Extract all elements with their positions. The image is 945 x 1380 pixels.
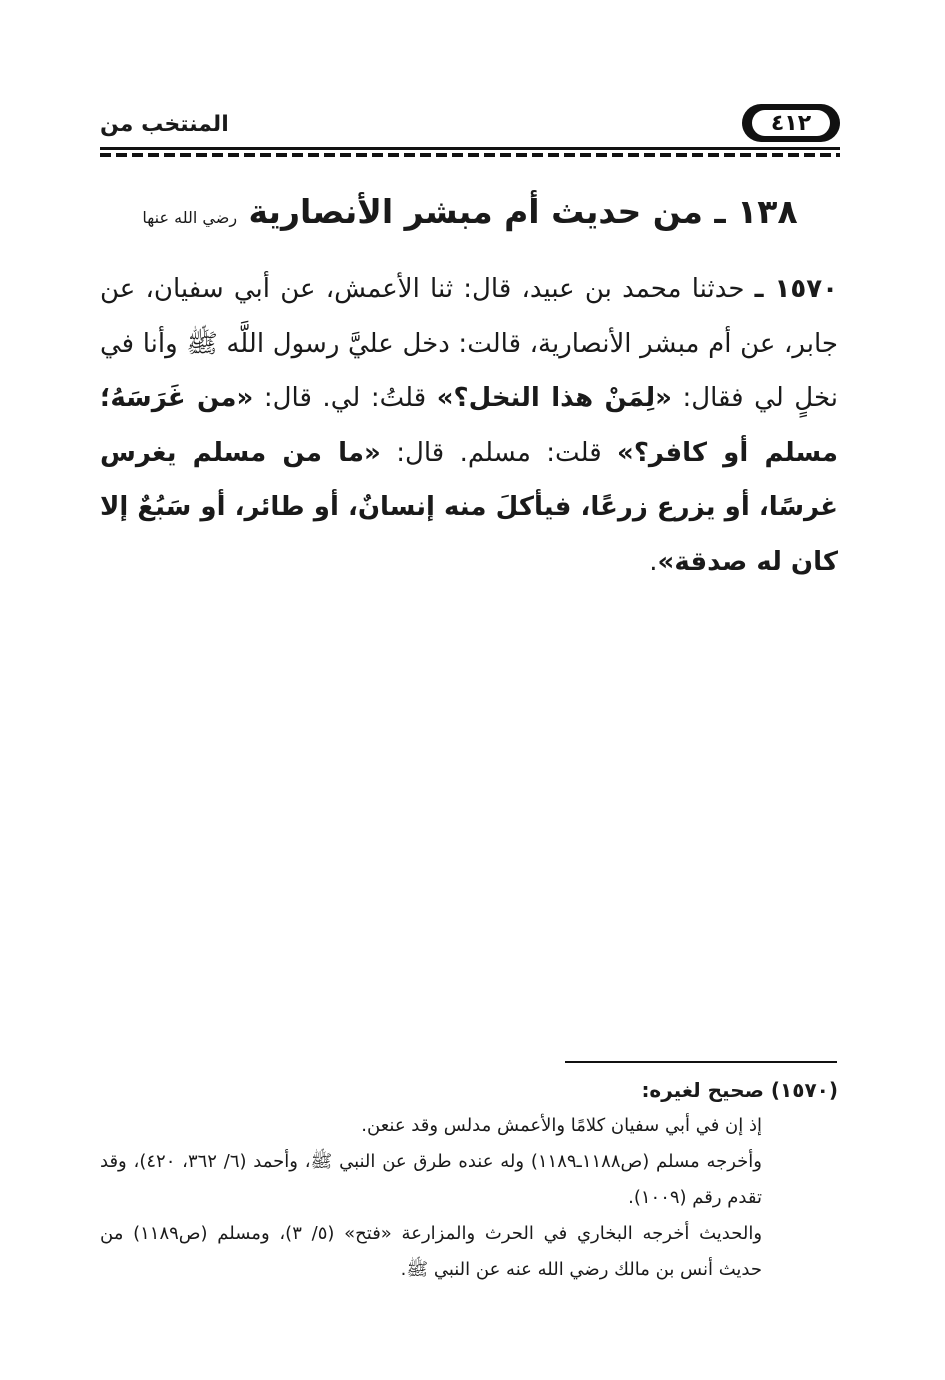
footnote-line: وأخرجه مسلم (ص١١٨٨ـ١١٨٩) وله عنده طرق عن النبي ﷺ، وأحمد (٦/ ٣٦٢، ٤٢٠)، وقد تقدم رقم (١٠٠٩).	[100, 1151, 762, 1208]
hadith-text-2: قلت: مسلم. قال:	[396, 437, 602, 468]
hadith-isnad: حدثنا محمد بن عبيد، قال: ثنا الأعمش، عن أبي سفيان، عن جابر، عن أم مبشر الأنصارية، قالت: دخل عليَّ رسول اللَّه ﷺ وأنا في نخلٍ لي فقال:	[100, 274, 839, 413]
running-title: المنتخب من	[100, 112, 229, 137]
page-number: ٤١٢	[752, 110, 830, 136]
hadith-quote-3: «ما من مسلم يغرس غرسًا، أو يزرع زرعًا، فيأكلَ منه إنسانٌ، أو طائر، أو سَبُعٌ إلا كان له صدقة»	[100, 437, 838, 577]
page-header	[100, 100, 840, 160]
hadith-quote-1: «لِمَنْ هذا النخل؟»	[436, 383, 672, 413]
hadith-end: .	[649, 546, 658, 577]
footnotes	[100, 1072, 838, 1288]
footnote-heading: (١٥٧٠) صحيح لغيره:	[641, 1078, 838, 1102]
hadith-paragraph	[100, 262, 838, 589]
hadith-number: ١٥٧٠ ـ	[754, 274, 838, 304]
footnote-separator	[565, 1061, 837, 1063]
page-number-badge	[742, 104, 840, 142]
footnote-line: إذ إن في أبي سفيان كلامًا والأعمش مدلس وقد عنعن.	[361, 1115, 762, 1136]
honorific-glyph: رضي الله عنها	[142, 208, 238, 227]
hadith-quote-2: «من غَرَسَهُ؛ مسلم أو كافر؟»	[100, 383, 839, 468]
chapter-title-text: ١٣٨ ـ من حديث أم مبشر الأنصارية	[248, 192, 798, 231]
chapter-heading	[100, 192, 840, 231]
footnote-line: والحديث أخرجه البخاري في الحرث والمزارعة «فتح» (٥/ ٣)، ومسلم (ص١١٨٩) من حديث أنس بن مالك رضي الله عنه عن النبي ﷺ.	[100, 1223, 763, 1280]
header-rule	[100, 147, 840, 157]
hadith-text-1: قلتُ: لي. قال:	[263, 383, 427, 413]
